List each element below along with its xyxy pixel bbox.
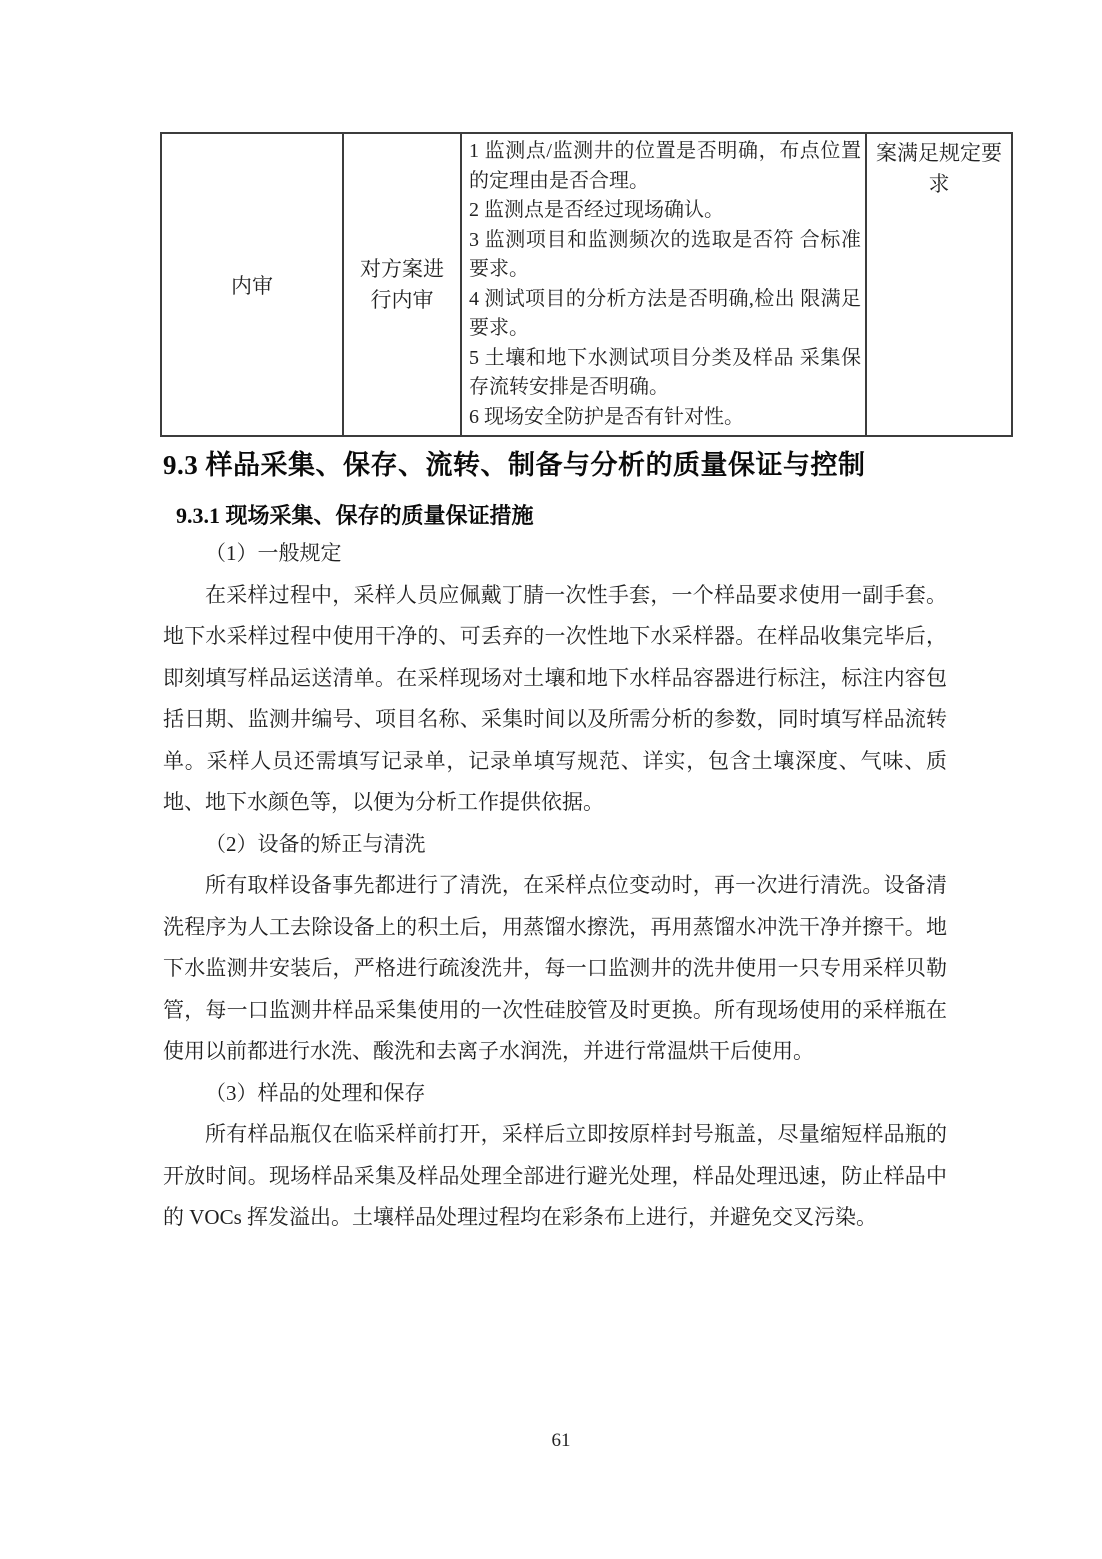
page-number: 61: [551, 1430, 571, 1451]
review-table-row: [161, 133, 1012, 436]
cell-review-action: 对方案进行内审: [343, 133, 461, 436]
checklist-item: 5 土壤和地下水测试项目分类及样品 采集保存流转安排是否明确。: [469, 346, 861, 398]
sub-heading-equipment-cleaning: （2）设备的矫正与清洗: [205, 831, 426, 856]
cell-review-checklist: [461, 133, 866, 436]
body-content: [163, 533, 947, 1239]
sub-heading-sample-handling: （3）样品的处理和保存: [205, 1080, 426, 1105]
checklist-item: 1 监测点/监测井的位置是否明确，布点位置的定理由是否合理。: [469, 140, 861, 192]
sub-heading-general-rules: （1）一般规定: [205, 541, 342, 565]
review-table: [160, 132, 1013, 437]
paragraph-general-rules: 在采样过程中，采样人员应佩戴丁腈一次性手套，一个样品要求使用一副手套。地下水采样过程中使用干净的、可丢弃的一次性地下水采样器。在样品收集完毕后，即刻填写样品运送清单。在采样现场对土壤和地下水样品容器进行标注，标注内容包括日期、监测井编号、项目名称、采集时间以及所需分析的参数，同时填写样品流转单。采样人员还需填写记录单，记录单填写规范、详实，包含土壤深度、气味、质地、地下水颜色等，以便为分析工作提供依据。: [163, 582, 947, 814]
checklist-item: 3 监测项目和监测频次的选取是否符 合标准要求。: [469, 228, 861, 280]
section-heading: 9.3 样品采集、保存、流转、制备与分析的质量保证与控制: [163, 450, 866, 480]
cell-review-stage: 内审: [161, 133, 343, 436]
cell-review-result: 案满足规定要求: [866, 133, 1012, 436]
checklist-item: 6 现场安全防护是否有针对性。: [469, 405, 744, 428]
checklist-item: 4 测试项目的分析方法是否明确,检出 限满足要求。: [469, 287, 861, 339]
paragraph-equipment-cleaning: 所有取样设备事先都进行了清洗，在采样点位变动时，再一次进行清洗。设备清洗程序为人工去除设备上的积土后，用蒸馏水擦洗，再用蒸馏水冲洗干净并擦干。地下水监测井安装后，严格进行疏浚洗井，每一口监测井的洗井使用一只专用采样贝勒管，每一口监测井样品采集使用的一次性硅胶管及时更换。所有现场使用的采样瓶在使用以前都进行水洗、酸洗和去离子水润洗，并进行常温烘干后使用。: [163, 873, 947, 1063]
subsection-heading: 9.3.1 现场采集、保存的质量保证措施: [176, 503, 534, 528]
paragraph-sample-handling: 所有样品瓶仅在临采样前打开，采样后立即按原样封号瓶盖，尽量缩短样品瓶的开放时间。现场样品采集及样品处理全部进行避光处理，样品处理迅速，防止样品中的 VOCs 挥发溢出。土壤样品处理过程均在彩条布上进行，并避免交叉污染。: [163, 1122, 947, 1229]
checklist-item: 2 监测点是否经过现场确认。: [469, 199, 724, 221]
